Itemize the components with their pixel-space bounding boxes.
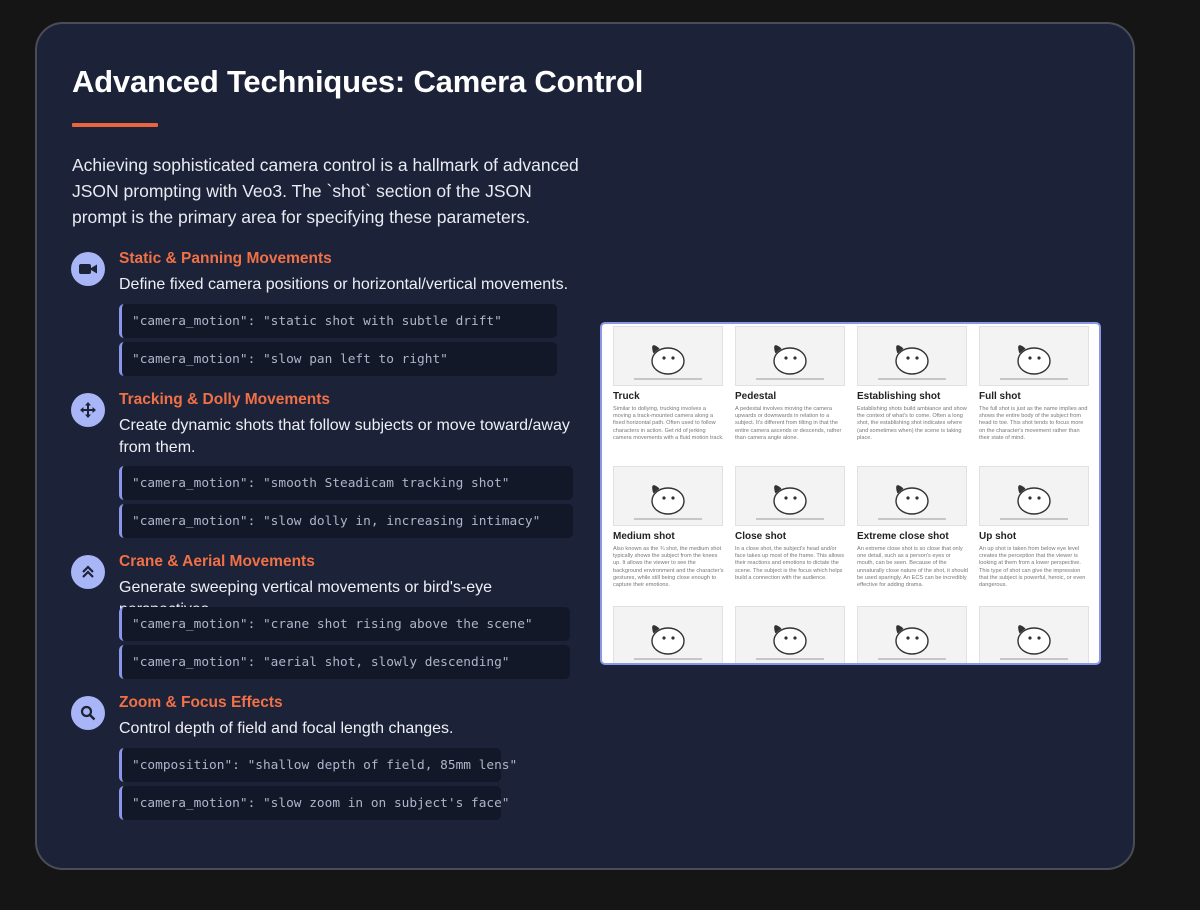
shot-type-card (979, 466, 1097, 589)
slide-card (35, 22, 1135, 870)
section-title: Crane & Aerial Movements (119, 553, 315, 570)
shot-illustration (735, 466, 845, 526)
code-snippet: "camera_motion": "aerial shot, slowly descending" (119, 645, 570, 679)
shot-type-card (857, 326, 975, 442)
shot-illustration (857, 326, 967, 386)
shot-type-card (735, 326, 853, 442)
code-snippet: "camera_motion": "slow zoom in on subject's face" (119, 786, 501, 820)
section-title: Zoom & Focus Effects (119, 694, 283, 711)
shot-type-card (613, 326, 731, 442)
code-snippet: "camera_motion": "smooth Steadicam tracking shot" (119, 466, 573, 500)
shot-type-card (979, 606, 1097, 665)
shot-type-description: Establishing shots build ambiance and show the context of what's to come. Often a long shot, the establishing shot indicates where (and sometimes when) the scene is taking place. (857, 406, 967, 441)
code-snippet: "camera_motion": "slow dolly in, increasing intimacy" (119, 504, 573, 538)
shot-illustration (735, 326, 845, 386)
shot-illustration (857, 466, 967, 526)
shot-type-card (613, 466, 731, 589)
shot-illustration (613, 466, 723, 526)
code-list (119, 304, 557, 380)
code-list (119, 748, 518, 824)
camera-shots-reference-image (600, 322, 1101, 665)
shot-type-description: An extreme close shot is so close that only one detail, such as a person's eyes or mouth, can be seen. Because of the unnaturally close nature of the shot, it should be used sparingly. An ECS can be incredibly effective for adding drama. (857, 546, 969, 589)
shot-type-card (857, 606, 975, 665)
shot-type-title: Extreme close shot (857, 531, 949, 542)
video-camera-icon (71, 252, 105, 286)
code-snippet: "camera_motion": "crane shot rising above the scene" (119, 607, 570, 641)
shot-type-description: In a close shot, the subject's head and/or face takes up most of the frame. This allows their reactions and emotions to dictate the scene. The subject is the focus which helps build a connection with the audience. (735, 546, 845, 581)
search-icon (71, 696, 105, 730)
shot-type-card (613, 606, 731, 665)
intro-paragraph: Achieving sophisticated camera control is a hallmark of advanced JSON prompting with Veo3. The `shot` section of the JSON prompt is the primary area for specifying these parameters. (72, 155, 579, 227)
section-description: Define fixed camera positions or horizontal/vertical movements. (119, 276, 569, 293)
shot-type-description: Similar to dollying, trucking involves a moving a track-mounted camera along a fixed horizontal path. Often used to follow characters in action. Get rid of jerking camera movements with a fluid motion track. (613, 406, 724, 441)
section-description: Generate sweeping vertical movements or bird's-eye (119, 579, 492, 596)
section-title: Tracking & Dolly Movements (119, 391, 331, 408)
code-snippet: "composition": "shallow depth of field, 85mm lens" (119, 748, 501, 782)
shot-illustration (735, 606, 845, 665)
shot-type-title: Close shot (735, 531, 787, 542)
move-arrows-icon (71, 393, 105, 427)
shot-type-card (735, 606, 853, 665)
section-description: Create dynamic shots that follow subjects or move toward/away from them. (119, 417, 570, 456)
shot-type-title: Pedestal (735, 391, 777, 402)
shot-illustration (979, 606, 1089, 665)
shot-type-title: Truck (613, 391, 640, 402)
shot-illustration (979, 326, 1089, 386)
code-snippet: "camera_motion": "slow pan left to right" (119, 342, 557, 376)
page-title: Advanced Techniques: Camera Control (72, 64, 644, 99)
shot-illustration (857, 606, 967, 665)
shot-illustration (613, 326, 723, 386)
shot-type-description: Also known as the ¾ shot, the medium shot typically shows the subject from the knees up. It allows the viewer to see the background environment and the character's gestures, while still being close enough to capture their emotions. (613, 546, 724, 589)
section-description: Control depth of field and focal length changes. (119, 720, 454, 737)
code-list (119, 607, 570, 683)
title-underline (72, 123, 158, 127)
shot-type-card (979, 326, 1097, 442)
code-snippet: "camera_motion": "static shot with subtle drift" (119, 304, 557, 338)
shot-type-title: Establishing shot (857, 391, 941, 402)
shot-illustration (979, 466, 1089, 526)
shot-type-description: An up shot is taken from below eye level creates the perception that the viewer is looking at them from a lower perspective. This type of shot can give the impression that the subject is powerful, heroic, or even dangerous. (979, 546, 1086, 589)
double-chevron-up-icon (71, 555, 105, 589)
shot-type-title: Full shot (979, 391, 1021, 402)
shot-type-title: Medium shot (613, 531, 675, 542)
shot-illustration (613, 606, 723, 665)
shot-type-description: A pedestal involves moving the camera upwards or downwards in relation to a subject. It's different from tilting in that the entire camera ascends or descends, rather than camera angle alone. (735, 406, 842, 441)
code-list (119, 466, 573, 542)
shot-type-description: The full shot is just as the name implies and shows the entire body of the subject from head to toe. This shot tends to focus more on the character's movement rather than their state of mind. (979, 406, 1088, 441)
shot-type-card (735, 466, 853, 582)
section-title: Static & Panning Movements (119, 250, 332, 267)
shot-type-title: Up shot (979, 531, 1017, 542)
shot-type-card (857, 466, 975, 589)
